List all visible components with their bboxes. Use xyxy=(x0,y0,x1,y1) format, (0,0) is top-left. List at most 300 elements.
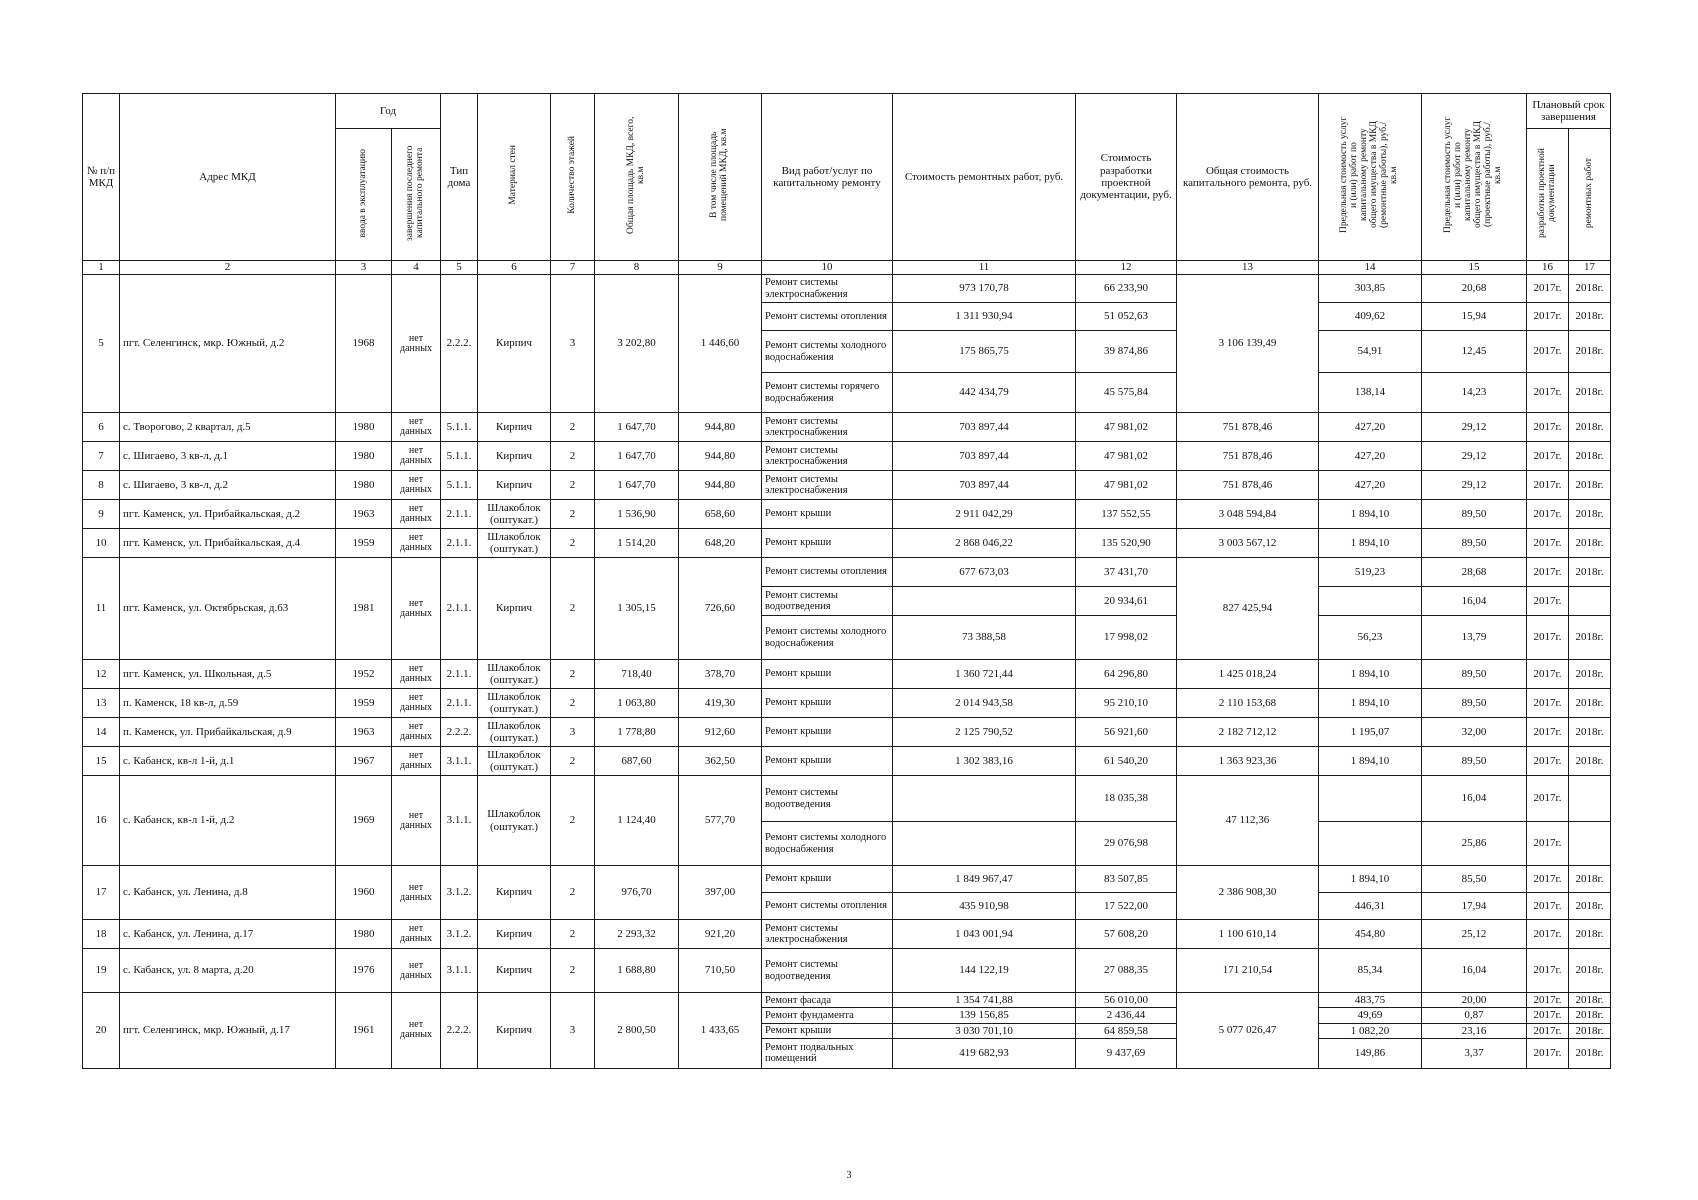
plan-repair-cell: 2018г. xyxy=(1569,500,1611,529)
work-kind-cell: Ремонт системы холодного водоснабжения xyxy=(762,822,893,866)
limit-works-cell: 446,31 xyxy=(1319,893,1422,920)
area-total-cell: 1 063,80 xyxy=(595,689,679,718)
plan-repair-cell: 2018г. xyxy=(1569,866,1611,893)
design-cost-cell: 64 859,58 xyxy=(1076,1023,1177,1038)
design-cost-cell: 47 981,02 xyxy=(1076,413,1177,442)
plan-design-cell: 2017г. xyxy=(1527,920,1569,949)
floors-cell: 2 xyxy=(551,776,595,866)
row-number: 10 xyxy=(83,529,120,558)
design-cost-cell: 83 507,85 xyxy=(1076,866,1177,893)
work-kind-cell: Ремонт системы водоотведения xyxy=(762,949,893,993)
plan-design-cell: 2017г. xyxy=(1527,331,1569,373)
address-cell: с. Кабанск, ул. 8 марта, д.20 xyxy=(120,949,336,993)
plan-repair-cell: 2018г. xyxy=(1569,893,1611,920)
work-kind-cell: Ремонт системы электроснабжения xyxy=(762,413,893,442)
header-total-cost: Общая стоимость капитального ремонта, руб. xyxy=(1177,94,1319,261)
wall-material-cell: Шлакоблок (оштукат.) xyxy=(478,776,551,866)
column-number: 6 xyxy=(478,261,551,275)
limit-design-cell: 29,12 xyxy=(1422,471,1527,500)
plan-repair-cell: 2018г. xyxy=(1569,993,1611,1008)
header-year-in: ввода в эксплуатацию xyxy=(336,129,392,261)
header-area-total: Общая площадь МКД, всего, кв.м xyxy=(595,94,679,261)
work-kind-cell: Ремонт системы отопления xyxy=(762,558,893,587)
limit-works-cell: 149,86 xyxy=(1319,1038,1422,1068)
work-kind-cell: Ремонт системы электроснабжения xyxy=(762,442,893,471)
year-last-repair-cell: нет данных xyxy=(392,949,441,993)
header-limit-design: Предельная стоимость услуг и (или) работ по капитальному ремонту общего имущества в МКД (проектные работы), руб./кв.м xyxy=(1422,94,1527,261)
work-kind-cell: Ремонт крыши xyxy=(762,1023,893,1038)
house-type-cell: 2.1.1. xyxy=(441,500,478,529)
house-type-cell: 5.1.1. xyxy=(441,413,478,442)
wall-material-cell: Кирпич xyxy=(478,442,551,471)
limit-design-cell: 16,04 xyxy=(1422,587,1527,616)
limit-design-cell: 32,00 xyxy=(1422,718,1527,747)
year-commissioned-cell: 1969 xyxy=(336,776,392,866)
wall-material-cell: Кирпич xyxy=(478,993,551,1069)
plan-repair-cell xyxy=(1569,822,1611,866)
table-row xyxy=(83,718,1611,747)
design-cost-cell: 64 296,80 xyxy=(1076,660,1177,689)
plan-design-cell: 2017г. xyxy=(1527,866,1569,893)
header-area-premises: В том числе площадь помещений МКД, кв.м xyxy=(679,94,762,261)
limit-design-cell: 20,00 xyxy=(1422,993,1527,1008)
header-repair-cost: Стоимость ремонтных работ, руб. xyxy=(893,94,1076,261)
limit-works-cell: 85,34 xyxy=(1319,949,1422,993)
total-cost-cell: 2 110 153,68 xyxy=(1177,689,1319,718)
row-number: 5 xyxy=(83,275,120,413)
limit-design-cell: 25,86 xyxy=(1422,822,1527,866)
area-premises-cell: 419,30 xyxy=(679,689,762,718)
design-cost-cell: 17 998,02 xyxy=(1076,616,1177,660)
area-total-cell: 1 124,40 xyxy=(595,776,679,866)
area-premises-cell: 912,60 xyxy=(679,718,762,747)
column-number: 8 xyxy=(595,261,679,275)
design-cost-cell: 27 088,35 xyxy=(1076,949,1177,993)
limit-works-cell xyxy=(1319,822,1422,866)
plan-design-cell: 2017г. xyxy=(1527,822,1569,866)
address-cell: с. Кабанск, кв-л 1-й, д.1 xyxy=(120,747,336,776)
header-year-group: Год xyxy=(336,94,441,129)
area-total-cell: 687,60 xyxy=(595,747,679,776)
plan-repair-cell: 2018г. xyxy=(1569,949,1611,993)
header-address: Адрес МКД xyxy=(120,94,336,261)
address-cell: пгт. Каменск, ул. Октябрьская, д.63 xyxy=(120,558,336,660)
plan-design-cell: 2017г. xyxy=(1527,689,1569,718)
design-cost-cell: 17 522,00 xyxy=(1076,893,1177,920)
limit-works-cell: 1 894,10 xyxy=(1319,866,1422,893)
table-row xyxy=(83,866,1611,893)
total-cost-cell: 827 425,94 xyxy=(1177,558,1319,660)
column-number: 10 xyxy=(762,261,893,275)
row-number: 14 xyxy=(83,718,120,747)
design-cost-cell: 95 210,10 xyxy=(1076,689,1177,718)
plan-design-cell: 2017г. xyxy=(1527,275,1569,303)
house-type-cell: 2.2.2. xyxy=(441,718,478,747)
wall-material-cell: Шлакоблок (оштукат.) xyxy=(478,718,551,747)
row-number: 19 xyxy=(83,949,120,993)
design-cost-cell: 37 431,70 xyxy=(1076,558,1177,587)
address-cell: пгт. Селенгинск, мкр. Южный, д.17 xyxy=(120,993,336,1069)
plan-repair-cell: 2018г. xyxy=(1569,413,1611,442)
year-last-repair-cell: нет данных xyxy=(392,275,441,413)
house-type-cell: 2.2.2. xyxy=(441,993,478,1069)
floors-cell: 2 xyxy=(551,442,595,471)
wall-material-cell: Шлакоблок (оштукат.) xyxy=(478,500,551,529)
table-row xyxy=(83,949,1611,993)
limit-design-cell: 14,23 xyxy=(1422,373,1527,413)
wall-material-cell: Кирпич xyxy=(478,949,551,993)
year-commissioned-cell: 1959 xyxy=(336,689,392,718)
repair-cost-cell: 677 673,03 xyxy=(893,558,1076,587)
limit-works-cell: 427,20 xyxy=(1319,413,1422,442)
column-number: 2 xyxy=(120,261,336,275)
plan-repair-cell: 2018г. xyxy=(1569,616,1611,660)
wall-material-cell: Кирпич xyxy=(478,558,551,660)
table-row xyxy=(83,660,1611,689)
plan-repair-cell xyxy=(1569,587,1611,616)
header-plan-repair: ремонтных работ xyxy=(1569,129,1611,261)
limit-design-cell: 17,94 xyxy=(1422,893,1527,920)
work-kind-cell: Ремонт подвальных помещений xyxy=(762,1038,893,1068)
repair-cost-cell: 144 122,19 xyxy=(893,949,1076,993)
area-premises-cell: 944,80 xyxy=(679,471,762,500)
repair-cost-cell: 973 170,78 xyxy=(893,275,1076,303)
year-last-repair-cell: нет данных xyxy=(392,558,441,660)
row-number: 13 xyxy=(83,689,120,718)
column-number: 1 xyxy=(83,261,120,275)
address-cell: с. Кабанск, ул. Ленина, д.8 xyxy=(120,866,336,920)
column-number: 14 xyxy=(1319,261,1422,275)
repair-cost-cell: 2 911 042,29 xyxy=(893,500,1076,529)
area-total-cell: 718,40 xyxy=(595,660,679,689)
address-cell: п. Каменск, ул. Прибайкальская, д.9 xyxy=(120,718,336,747)
header-plan-group: Плановый срок завершения xyxy=(1527,94,1611,129)
repair-cost-cell xyxy=(893,776,1076,822)
total-cost-cell: 5 077 026,47 xyxy=(1177,993,1319,1069)
repair-cost-cell: 703 897,44 xyxy=(893,413,1076,442)
limit-design-cell: 20,68 xyxy=(1422,275,1527,303)
year-commissioned-cell: 1976 xyxy=(336,949,392,993)
repair-cost-cell: 703 897,44 xyxy=(893,442,1076,471)
total-cost-cell: 3 048 594,84 xyxy=(1177,500,1319,529)
year-commissioned-cell: 1963 xyxy=(336,718,392,747)
row-number: 6 xyxy=(83,413,120,442)
wall-material-cell: Шлакоблок (оштукат.) xyxy=(478,660,551,689)
house-type-cell: 2.1.1. xyxy=(441,660,478,689)
row-number: 18 xyxy=(83,920,120,949)
plan-design-cell: 2017г. xyxy=(1527,413,1569,442)
column-number: 11 xyxy=(893,261,1076,275)
column-number: 5 xyxy=(441,261,478,275)
area-premises-cell: 658,60 xyxy=(679,500,762,529)
column-number: 9 xyxy=(679,261,762,275)
row-number: 15 xyxy=(83,747,120,776)
address-cell: с. Кабанск, ул. Ленина, д.17 xyxy=(120,920,336,949)
repair-cost-cell: 1 043 001,94 xyxy=(893,920,1076,949)
design-cost-cell: 2 436,44 xyxy=(1076,1008,1177,1023)
area-premises-cell: 577,70 xyxy=(679,776,762,866)
plan-repair-cell: 2018г. xyxy=(1569,660,1611,689)
header-work-kind: Вид работ/услуг по капитальному ремонту xyxy=(762,94,893,261)
plan-design-cell: 2017г. xyxy=(1527,776,1569,822)
limit-design-cell: 12,45 xyxy=(1422,331,1527,373)
year-commissioned-cell: 1963 xyxy=(336,500,392,529)
plan-design-cell: 2017г. xyxy=(1527,558,1569,587)
column-number: 3 xyxy=(336,261,392,275)
total-cost-cell: 2 386 908,30 xyxy=(1177,866,1319,920)
address-cell: пгт. Каменск, ул. Прибайкальская, д.2 xyxy=(120,500,336,529)
limit-design-cell: 29,12 xyxy=(1422,442,1527,471)
design-cost-cell: 18 035,38 xyxy=(1076,776,1177,822)
limit-design-cell: 29,12 xyxy=(1422,413,1527,442)
address-cell: с. Кабанск, кв-л 1-й, д.2 xyxy=(120,776,336,866)
total-cost-cell: 1 425 018,24 xyxy=(1177,660,1319,689)
repair-cost-cell: 139 156,85 xyxy=(893,1008,1076,1023)
house-type-cell: 5.1.1. xyxy=(441,471,478,500)
house-type-cell: 3.1.1. xyxy=(441,747,478,776)
work-kind-cell: Ремонт крыши xyxy=(762,529,893,558)
house-type-cell: 2.1.1. xyxy=(441,529,478,558)
header-num: № п/п МКД xyxy=(83,94,120,261)
plan-design-cell: 2017г. xyxy=(1527,993,1569,1008)
column-number: 7 xyxy=(551,261,595,275)
design-cost-cell: 57 608,20 xyxy=(1076,920,1177,949)
limit-design-cell: 25,12 xyxy=(1422,920,1527,949)
year-commissioned-cell: 1980 xyxy=(336,413,392,442)
table-row xyxy=(83,275,1611,303)
year-last-repair-cell: нет данных xyxy=(392,500,441,529)
floors-cell: 2 xyxy=(551,747,595,776)
limit-works-cell: 54,91 xyxy=(1319,331,1422,373)
table-row xyxy=(83,558,1611,587)
total-cost-cell: 3 106 139,49 xyxy=(1177,275,1319,413)
limit-works-cell: 49,69 xyxy=(1319,1008,1422,1023)
plan-repair-cell: 2018г. xyxy=(1569,471,1611,500)
row-number: 8 xyxy=(83,471,120,500)
year-last-repair-cell: нет данных xyxy=(392,718,441,747)
repair-cost-cell: 435 910,98 xyxy=(893,893,1076,920)
year-commissioned-cell: 1967 xyxy=(336,747,392,776)
area-total-cell: 1 514,20 xyxy=(595,529,679,558)
year-last-repair-cell: нет данных xyxy=(392,747,441,776)
year-last-repair-cell: нет данных xyxy=(392,920,441,949)
capital-repair-table xyxy=(82,93,1611,1069)
area-total-cell: 3 202,80 xyxy=(595,275,679,413)
repair-cost-cell: 1 302 383,16 xyxy=(893,747,1076,776)
plan-design-cell: 2017г. xyxy=(1527,718,1569,747)
plan-design-cell: 2017г. xyxy=(1527,1008,1569,1023)
year-commissioned-cell: 1980 xyxy=(336,442,392,471)
limit-design-cell: 89,50 xyxy=(1422,500,1527,529)
design-cost-cell: 29 076,98 xyxy=(1076,822,1177,866)
year-commissioned-cell: 1980 xyxy=(336,920,392,949)
table-row xyxy=(83,529,1611,558)
design-cost-cell: 135 520,90 xyxy=(1076,529,1177,558)
floors-cell: 3 xyxy=(551,718,595,747)
repair-cost-cell: 703 897,44 xyxy=(893,471,1076,500)
repair-cost-cell: 3 030 701,10 xyxy=(893,1023,1076,1038)
total-cost-cell: 2 182 712,12 xyxy=(1177,718,1319,747)
plan-design-cell: 2017г. xyxy=(1527,616,1569,660)
work-kind-cell: Ремонт фундамента xyxy=(762,1008,893,1023)
plan-design-cell: 2017г. xyxy=(1527,442,1569,471)
wall-material-cell: Шлакоблок (оштукат.) xyxy=(478,689,551,718)
floors-cell: 3 xyxy=(551,275,595,413)
area-premises-cell: 710,50 xyxy=(679,949,762,993)
floors-cell: 2 xyxy=(551,920,595,949)
area-premises-cell: 378,70 xyxy=(679,660,762,689)
work-kind-cell: Ремонт крыши xyxy=(762,500,893,529)
limit-design-cell: 15,94 xyxy=(1422,303,1527,331)
area-premises-cell: 397,00 xyxy=(679,866,762,920)
area-total-cell: 2 293,32 xyxy=(595,920,679,949)
limit-design-cell: 16,04 xyxy=(1422,949,1527,993)
work-kind-cell: Ремонт крыши xyxy=(762,747,893,776)
plan-repair-cell: 2018г. xyxy=(1569,303,1611,331)
wall-material-cell: Кирпич xyxy=(478,866,551,920)
row-number: 9 xyxy=(83,500,120,529)
plan-design-cell: 2017г. xyxy=(1527,747,1569,776)
table-row xyxy=(83,442,1611,471)
limit-design-cell: 89,50 xyxy=(1422,660,1527,689)
address-cell: с. Творогово, 2 квартал, д.5 xyxy=(120,413,336,442)
area-total-cell: 1 647,70 xyxy=(595,442,679,471)
year-commissioned-cell: 1960 xyxy=(336,866,392,920)
plan-design-cell: 2017г. xyxy=(1527,1038,1569,1068)
limit-works-cell: 519,23 xyxy=(1319,558,1422,587)
repair-cost-cell: 1 849 967,47 xyxy=(893,866,1076,893)
limit-works-cell: 1 894,10 xyxy=(1319,689,1422,718)
header-floors: Количество этажей xyxy=(551,94,595,261)
plan-repair-cell: 2018г. xyxy=(1569,1023,1611,1038)
area-total-cell: 1 647,70 xyxy=(595,471,679,500)
repair-cost-cell: 1 354 741,88 xyxy=(893,993,1076,1008)
column-number: 4 xyxy=(392,261,441,275)
plan-repair-cell: 2018г. xyxy=(1569,1038,1611,1068)
limit-design-cell: 89,50 xyxy=(1422,689,1527,718)
plan-repair-cell: 2018г. xyxy=(1569,442,1611,471)
plan-repair-cell: 2018г. xyxy=(1569,331,1611,373)
table-row xyxy=(83,776,1611,822)
design-cost-cell: 45 575,84 xyxy=(1076,373,1177,413)
plan-design-cell: 2017г. xyxy=(1527,1023,1569,1038)
row-number: 12 xyxy=(83,660,120,689)
total-cost-cell: 3 003 567,12 xyxy=(1177,529,1319,558)
plan-design-cell: 2017г. xyxy=(1527,949,1569,993)
year-commissioned-cell: 1961 xyxy=(336,993,392,1069)
design-cost-cell: 61 540,20 xyxy=(1076,747,1177,776)
limit-design-cell: 13,79 xyxy=(1422,616,1527,660)
limit-works-cell: 1 894,10 xyxy=(1319,660,1422,689)
year-last-repair-cell: нет данных xyxy=(392,529,441,558)
design-cost-cell: 20 934,61 xyxy=(1076,587,1177,616)
limit-works-cell: 56,23 xyxy=(1319,616,1422,660)
plan-repair-cell: 2018г. xyxy=(1569,275,1611,303)
address-cell: пгт. Каменск, ул. Прибайкальская, д.4 xyxy=(120,529,336,558)
year-last-repair-cell: нет данных xyxy=(392,471,441,500)
floors-cell: 2 xyxy=(551,500,595,529)
limit-design-cell: 16,04 xyxy=(1422,776,1527,822)
limit-works-cell: 138,14 xyxy=(1319,373,1422,413)
wall-material-cell: Кирпич xyxy=(478,920,551,949)
limit-design-cell: 3,37 xyxy=(1422,1038,1527,1068)
year-last-repair-cell: нет данных xyxy=(392,413,441,442)
house-type-cell: 3.1.1. xyxy=(441,949,478,993)
header-design-cost: Стоимость разработки проектной документации, руб. xyxy=(1076,94,1177,261)
area-total-cell: 1 536,90 xyxy=(595,500,679,529)
area-premises-cell: 944,80 xyxy=(679,413,762,442)
total-cost-cell: 751 878,46 xyxy=(1177,471,1319,500)
plan-repair-cell xyxy=(1569,776,1611,822)
work-kind-cell: Ремонт системы отопления xyxy=(762,303,893,331)
row-number: 20 xyxy=(83,993,120,1069)
year-last-repair-cell: нет данных xyxy=(392,776,441,866)
limit-works-cell: 1 894,10 xyxy=(1319,529,1422,558)
design-cost-cell: 56 010,00 xyxy=(1076,993,1177,1008)
year-commissioned-cell: 1980 xyxy=(336,471,392,500)
limit-design-cell: 28,68 xyxy=(1422,558,1527,587)
plan-design-cell: 2017г. xyxy=(1527,500,1569,529)
limit-works-cell: 1 082,20 xyxy=(1319,1023,1422,1038)
year-last-repair-cell: нет данных xyxy=(392,993,441,1069)
floors-cell: 2 xyxy=(551,866,595,920)
area-total-cell: 2 800,50 xyxy=(595,993,679,1069)
address-cell: с. Шигаево, 3 кв-л, д.1 xyxy=(120,442,336,471)
work-kind-cell: Ремонт крыши xyxy=(762,689,893,718)
work-kind-cell: Ремонт фасада xyxy=(762,993,893,1008)
work-kind-cell: Ремонт системы холодного водоснабжения xyxy=(762,616,893,660)
area-total-cell: 976,70 xyxy=(595,866,679,920)
row-number: 11 xyxy=(83,558,120,660)
wall-material-cell: Кирпич xyxy=(478,471,551,500)
work-kind-cell: Ремонт системы водоотведения xyxy=(762,776,893,822)
limit-design-cell: 89,50 xyxy=(1422,529,1527,558)
area-total-cell: 1 647,70 xyxy=(595,413,679,442)
header-plan-design: разработки проектной документации xyxy=(1527,129,1569,261)
limit-design-cell: 85,50 xyxy=(1422,866,1527,893)
column-number: 16 xyxy=(1527,261,1569,275)
limit-works-cell: 303,85 xyxy=(1319,275,1422,303)
work-kind-cell: Ремонт крыши xyxy=(762,718,893,747)
work-kind-cell: Ремонт системы электроснабжения xyxy=(762,275,893,303)
plan-repair-cell: 2018г. xyxy=(1569,689,1611,718)
area-premises-cell: 921,20 xyxy=(679,920,762,949)
limit-works-cell: 1 894,10 xyxy=(1319,500,1422,529)
design-cost-cell: 56 921,60 xyxy=(1076,718,1177,747)
address-cell: п. Каменск, 18 кв-л, д.59 xyxy=(120,689,336,718)
limit-works-cell: 483,75 xyxy=(1319,993,1422,1008)
repair-cost-cell: 2 125 790,52 xyxy=(893,718,1076,747)
floors-cell: 2 xyxy=(551,949,595,993)
work-kind-cell: Ремонт системы электроснабжения xyxy=(762,471,893,500)
design-cost-cell: 51 052,63 xyxy=(1076,303,1177,331)
wall-material-cell: Кирпич xyxy=(478,413,551,442)
floors-cell: 2 xyxy=(551,471,595,500)
house-type-cell: 3.1.2. xyxy=(441,866,478,920)
row-number: 16 xyxy=(83,776,120,866)
plan-design-cell: 2017г. xyxy=(1527,587,1569,616)
total-cost-cell: 751 878,46 xyxy=(1177,442,1319,471)
limit-works-cell: 1 195,07 xyxy=(1319,718,1422,747)
floors-cell: 2 xyxy=(551,558,595,660)
repair-cost-cell: 442 434,79 xyxy=(893,373,1076,413)
area-total-cell: 1 778,80 xyxy=(595,718,679,747)
limit-design-cell: 89,50 xyxy=(1422,747,1527,776)
repair-cost-cell: 2 868 046,22 xyxy=(893,529,1076,558)
table-row xyxy=(83,689,1611,718)
work-kind-cell: Ремонт крыши xyxy=(762,866,893,893)
table-row xyxy=(83,747,1611,776)
